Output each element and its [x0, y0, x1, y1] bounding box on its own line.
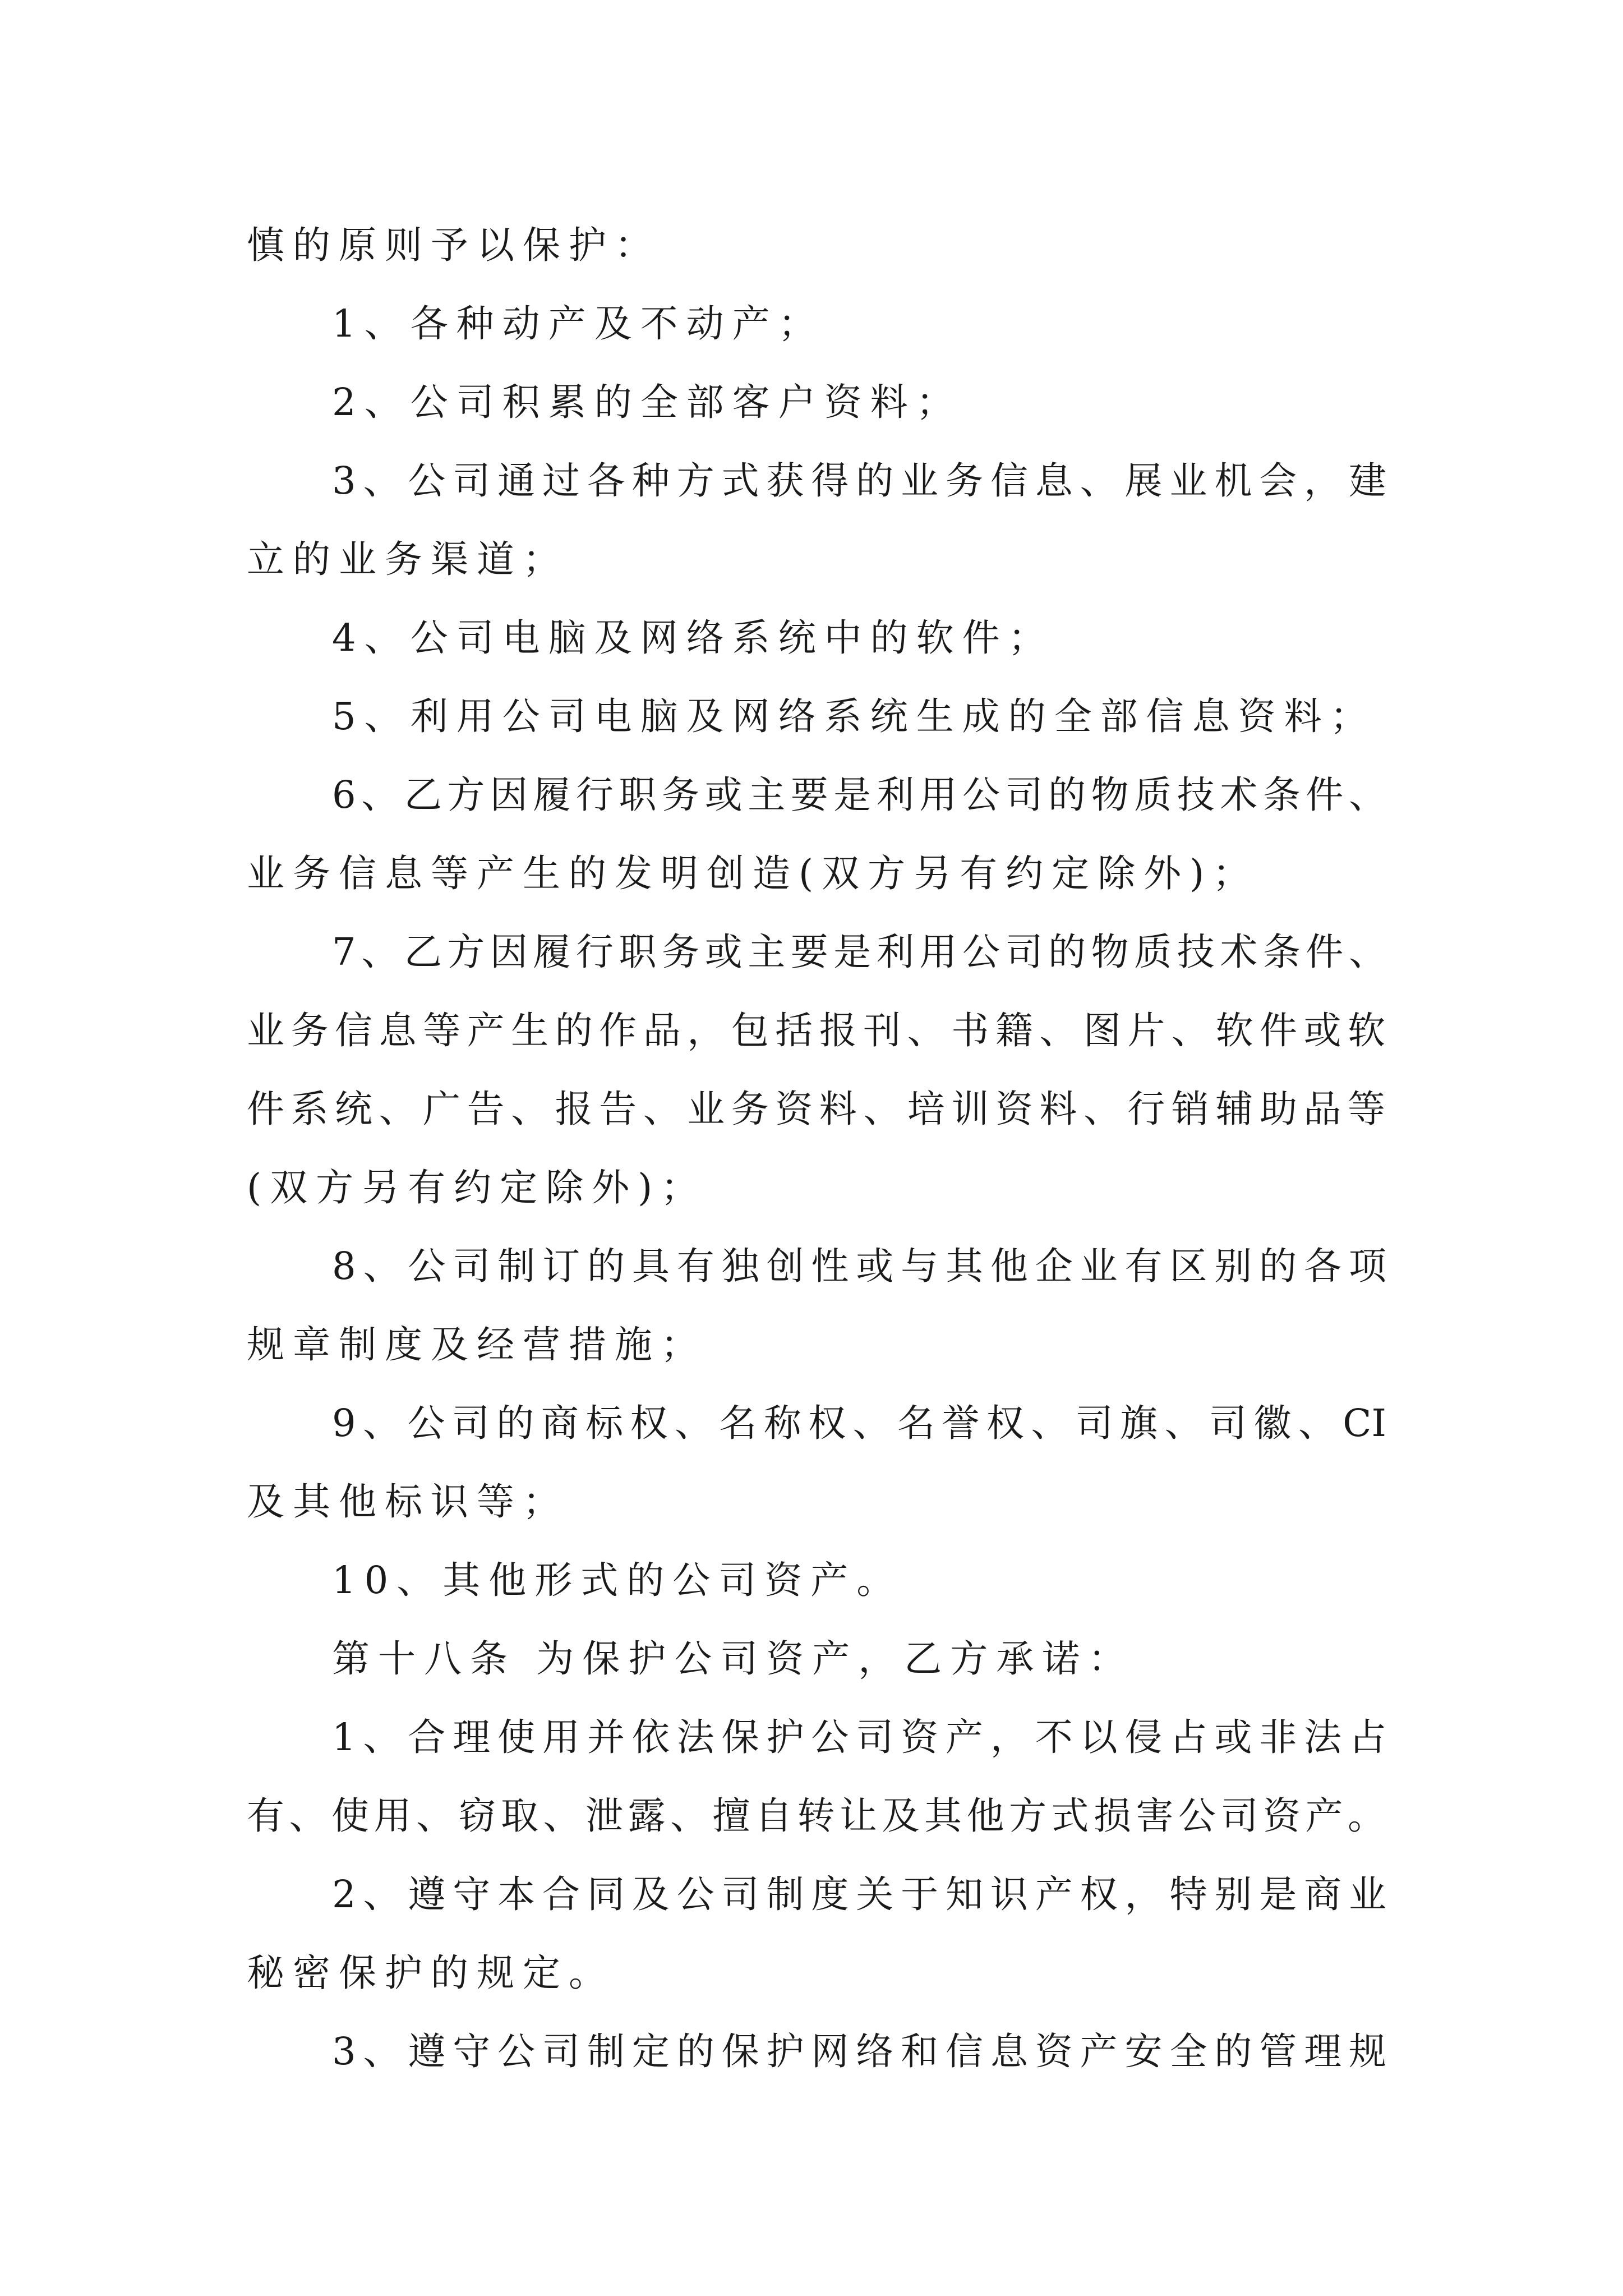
list-item: 9、公司的商标权、名称权、名誉权、司旗、司徽、CI	[332, 1401, 1386, 1445]
list-item: 1、各种动产及不动产；	[332, 302, 824, 346]
text-line: 立的业务渠道；	[247, 537, 569, 581]
text-line: (双方另有约定除外)；	[247, 1166, 707, 1209]
list-item: 2、公司积累的全部客户资料；	[332, 380, 962, 424]
text-line: 有、使用、窃取、泄露、擅自转让及其他方式损害公司资产。	[247, 1794, 1385, 1838]
text-line: 秘密保护的规定。	[247, 1951, 615, 1995]
list-item: 6、乙方因履行职务或主要是利用公司的物质技术条件、	[332, 773, 1386, 817]
list-item: 7、乙方因履行职务或主要是利用公司的物质技术条件、	[332, 930, 1386, 974]
text-line: 及其他标识等；	[247, 1480, 569, 1524]
list-item: 5、利用公司电脑及网络系统生成的全部信息资料；	[332, 694, 1376, 738]
list-item: 3、公司通过各种方式获得的业务信息、展业机会，建	[332, 459, 1386, 503]
list-item: 2、遵守本合同及公司制度关于知识产权，特别是商业	[332, 1872, 1386, 1916]
text-line: 业务信息等产生的发明创造(双方另有约定除外)；	[247, 852, 1259, 895]
list-item: 1、合理使用并依法保护公司资产，不以侵占或非法占	[332, 1715, 1386, 1759]
list-item: 10、其他形式的公司资产。	[332, 1558, 903, 1602]
text-line: 件系统、广告、报告、业务资料、培训资料、行销辅助品等	[247, 1087, 1385, 1131]
list-item: 8、公司制订的具有独创性或与其他企业有区别的各项	[332, 1244, 1386, 1288]
list-item: 4、公司电脑及网络系统中的软件；	[332, 616, 1054, 660]
article-heading: 第十八条 为保护公司资产，乙方承诺：	[332, 1637, 1135, 1681]
text-line: 慎的原则予以保护：	[247, 223, 661, 267]
list-item: 3、遵守公司制定的保护网络和信息资产安全的管理规	[332, 2030, 1386, 2073]
text-line: 业务信息等产生的作品，包括报刊、书籍、图片、软件或软	[247, 1009, 1385, 1052]
text-line: 规章制度及经营措施；	[247, 1323, 707, 1366]
